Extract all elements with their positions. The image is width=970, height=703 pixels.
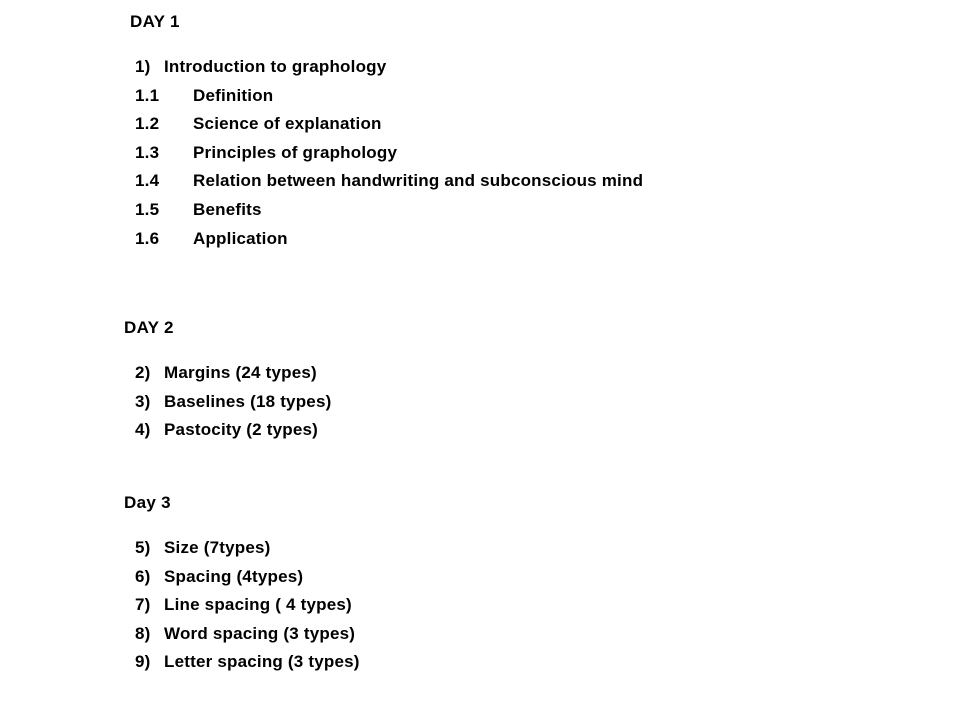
item-text: Pastocity (2 types): [164, 420, 319, 440]
item-text: Word spacing (3 types): [164, 623, 356, 643]
item-number: 1.4: [135, 171, 160, 191]
list-item: [135, 652, 360, 681]
item-text: Principles of graphology: [193, 142, 398, 162]
day-1-topic-list: [135, 57, 643, 257]
list-item: [135, 538, 360, 567]
item-number: 1.2: [135, 114, 160, 134]
item-text: Benefits: [193, 199, 262, 219]
item-number: 2): [135, 363, 151, 382]
item-text: Introduction to graphology: [164, 57, 387, 76]
list-item: [135, 57, 643, 86]
item-text: Letter spacing (3 types): [164, 652, 360, 672]
list-item: [135, 171, 643, 200]
item-text: Size (7types): [164, 538, 271, 557]
item-number: 1.1: [135, 85, 160, 105]
list-item: [135, 595, 360, 624]
list-item: [135, 114, 643, 143]
item-text: Relation between handwriting and subconscious mind: [193, 171, 644, 191]
item-text: Line spacing ( 4 types): [164, 595, 352, 615]
list-item: [135, 420, 331, 449]
item-number: 1.6: [135, 228, 160, 248]
item-number: 7): [135, 595, 151, 615]
item-text: Application: [193, 228, 288, 248]
list-item: [135, 200, 643, 229]
item-number: 3): [135, 391, 151, 411]
day-2-topic-list: [135, 363, 331, 449]
item-text: Baselines (18 types): [164, 391, 332, 411]
day-1-heading: DAY 1: [130, 12, 180, 31]
list-item: [135, 363, 331, 392]
item-text: Science of explanation: [193, 114, 382, 134]
list-item: [135, 143, 643, 172]
item-number: 5): [135, 538, 151, 557]
list-item: [135, 567, 360, 596]
item-number: 8): [135, 623, 151, 643]
item-number: 4): [135, 420, 151, 440]
list-item: [135, 86, 643, 115]
item-number: 6): [135, 566, 151, 586]
item-number: 1.5: [135, 199, 160, 219]
item-number: 9): [135, 652, 151, 672]
list-item: [135, 624, 360, 653]
item-number: 1): [135, 57, 151, 76]
list-item: [135, 392, 331, 421]
day-2-heading: DAY 2: [124, 318, 174, 337]
list-item: [135, 229, 643, 258]
day-3-heading: Day 3: [124, 493, 171, 512]
item-text: Margins (24 types): [164, 363, 317, 382]
item-number: 1.3: [135, 142, 160, 162]
item-text: Definition: [193, 85, 274, 105]
item-text: Spacing (4types): [164, 566, 304, 586]
day-3-topic-list: [135, 538, 360, 681]
